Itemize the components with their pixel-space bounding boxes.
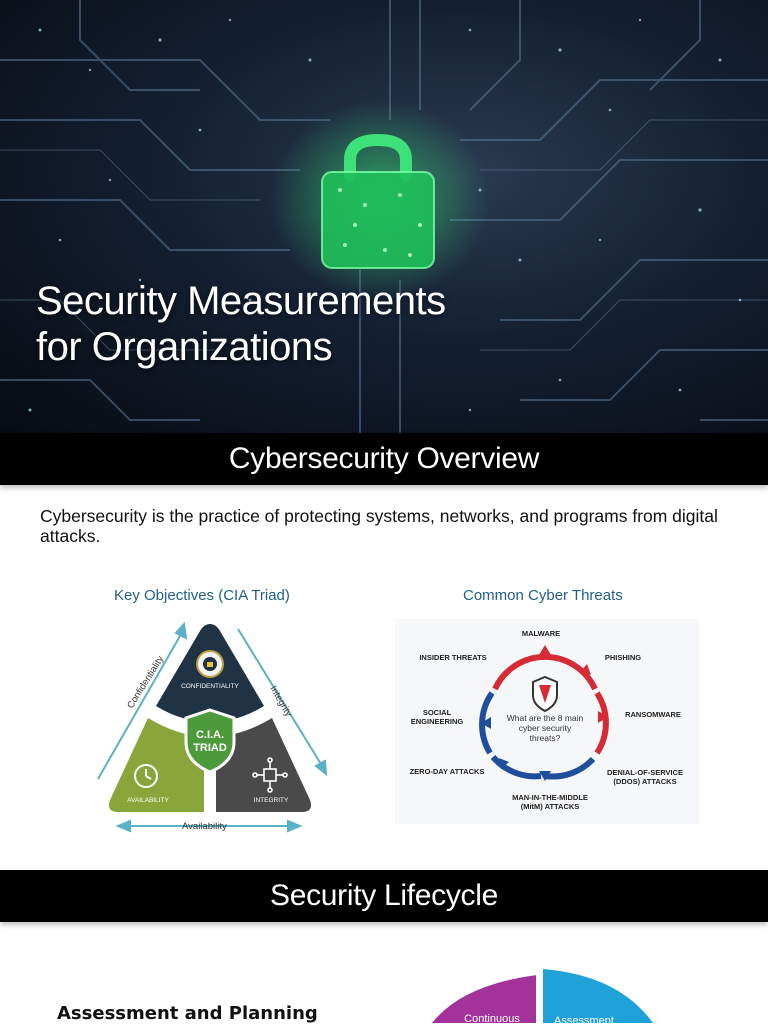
- threat-zeroday: ZERO-DAY ATTACKS: [409, 767, 485, 776]
- cia-triad-diagram: [88, 614, 332, 836]
- threats-title: Common Cyber Threats: [463, 587, 623, 604]
- threat-social-line1: SOCIAL: [422, 708, 452, 717]
- threat-ddos-line1: DENIAL-OF-SERVICE: [606, 768, 684, 777]
- threats-center-line2: cyber security: [518, 723, 572, 733]
- threat-mitm-line1: MAN-IN-THE-MIDDLE: [512, 793, 588, 802]
- threat-social-line2: ENGINEERING: [410, 717, 464, 726]
- threat-malware: MALWARE: [521, 629, 561, 638]
- arrow-right-head: [316, 761, 326, 774]
- hero-banner: [0, 0, 768, 433]
- section-heading-overview: Cybersecurity Overview: [0, 433, 768, 485]
- label-confidentiality: CONFIDENTIALITY: [181, 683, 239, 690]
- segment-continuous-label: Continuous: [464, 1013, 520, 1024]
- arrow-label-integrity: Integrity: [267, 684, 294, 719]
- assessment-heading: Assessment and Planning: [57, 1003, 318, 1024]
- hero-title-line1: Security Measurements: [36, 279, 446, 323]
- cia-center-line1: C.I.A.: [195, 729, 225, 741]
- label-integrity: INTEGRITY: [253, 797, 289, 804]
- hero-title-line2: for Organizations: [36, 325, 333, 369]
- threat-ransomware: RANSOMWARE: [625, 710, 681, 719]
- arrow-left-head: [176, 624, 186, 638]
- lifecycle-diagram: [420, 960, 670, 1024]
- arrow-label-confidentiality: Confidentiality: [125, 654, 167, 711]
- threat-mitm-line2: (MitM) ATTACKS: [520, 802, 580, 811]
- shield-logo-icon: [533, 677, 557, 711]
- section-heading-lifecycle: Security Lifecycle: [0, 870, 768, 922]
- threats-center-line1: What are the 8 main: [506, 713, 584, 723]
- lock-badge-icon: [197, 651, 223, 677]
- segment-assessment-label: Assessment: [554, 1015, 614, 1024]
- arrow-label-availability: Availability: [182, 821, 227, 832]
- threat-phishing: PHISHING: [604, 653, 642, 662]
- hero-title: [36, 278, 446, 370]
- overview-description: Cybersecurity is the practice of protecting systems, networks, and programs from digital attacks.: [40, 506, 718, 546]
- threat-ddos-line2: (DDOS) ATTACKS: [613, 777, 677, 786]
- label-availability: AVAILABILITY: [127, 797, 169, 804]
- cyber-threats-diagram: [395, 619, 699, 824]
- threats-center-line3: threats?: [529, 733, 561, 743]
- threat-insider: INSIDER THREATS: [419, 653, 487, 662]
- cia-center-line2: TRIAD: [193, 742, 227, 754]
- cia-title: Key Objectives (CIA Triad): [114, 587, 290, 604]
- shield-icon: [186, 710, 234, 772]
